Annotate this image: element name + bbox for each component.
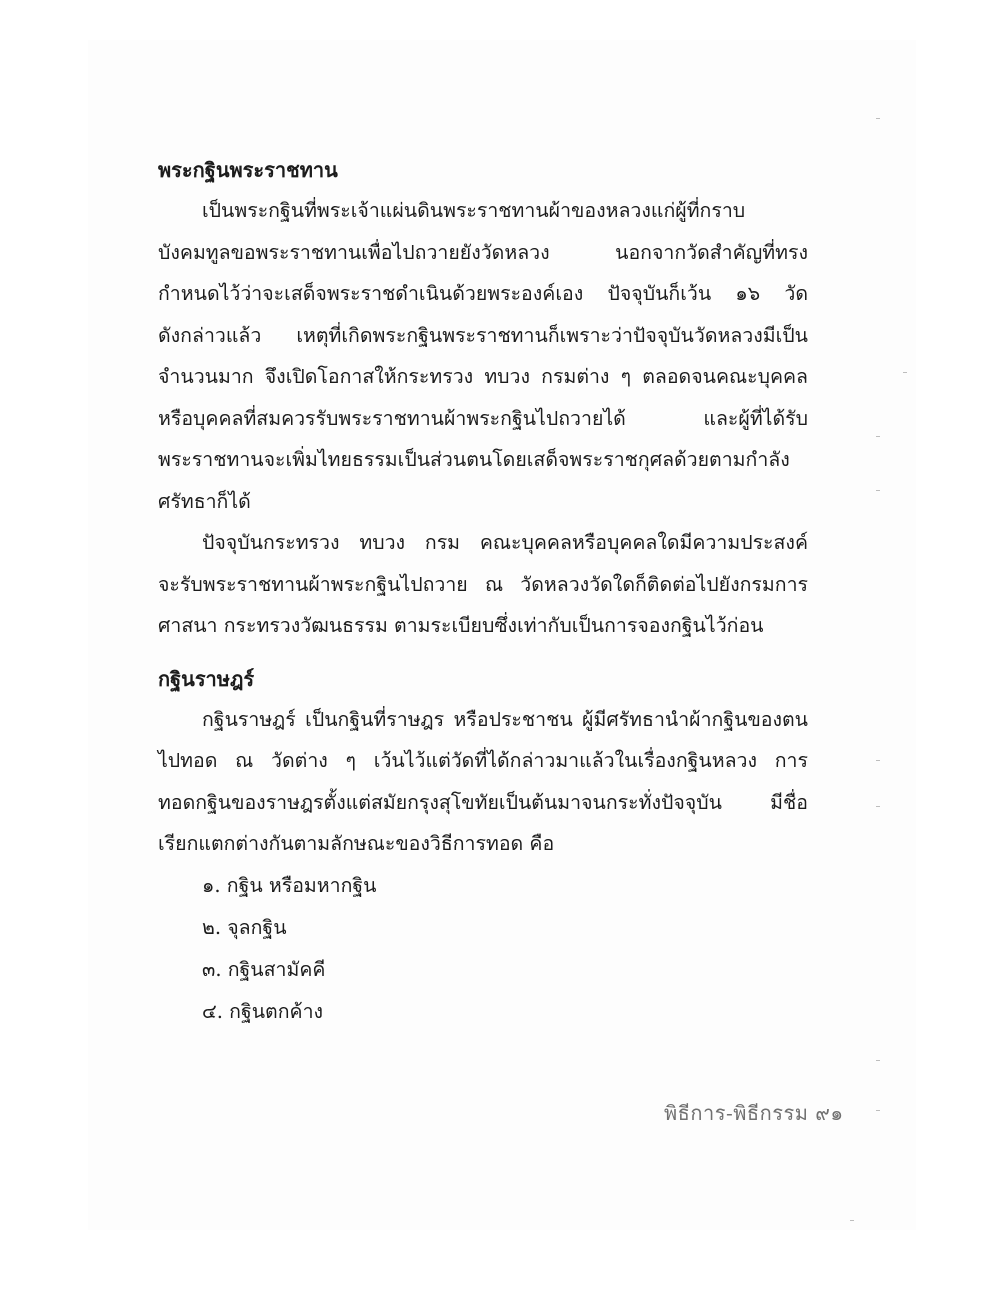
section-heading-royal-kathin: พระกฐินพระราชทาน — [158, 158, 338, 182]
page-footer-label: พิธีการ-พิธีกรรม ๙๑ — [664, 1101, 844, 1125]
text-line: ดังกล่าวแล้ว เหตุที่เกิดพระกฐินพระราชทานก็เพราะว่าปัจจุบันวัดหลวงมีเป็น — [158, 323, 808, 347]
text-line: ศรัทธาก็ได้ — [158, 489, 251, 513]
list-item: ๒. จุลกฐิน — [202, 915, 287, 939]
list-item: ๔. กฐินตกค้าง — [202, 999, 324, 1023]
scan-speck — [876, 1060, 880, 1061]
kathin-types-list — [158, 865, 808, 1033]
text-line: ปัจจุบันกระทรวง ทบวง กรม คณะบุคคลหรือบุคคลใดมีความประสงค์ — [202, 531, 808, 554]
paragraph-royal-kathin-2 — [158, 522, 808, 647]
scan-speck — [876, 118, 880, 119]
scan-speck — [876, 490, 880, 491]
text-line: เรียกแตกต่างกันตามลักษณะของวิธีการทอด คือ — [158, 832, 555, 855]
scan-speck — [876, 436, 880, 437]
text-line: ไปทอด ณ วัดต่าง ๆ เว้นไว้แต่วัดที่ได้กล่าวมาแล้วในเรื่องกฐินหลวง การ — [158, 749, 808, 772]
text-line: กฐินราษฎร์ เป็นกฐินที่ราษฎร หรือประชาชน ผู้มีศรัทธานำผ้ากฐินของตน — [202, 707, 808, 731]
text-line: พระราชทานจะเพิ่มไทยธรรมเป็นส่วนตนโดยเสด็จพระราชกุศลด้วยตามกำลัง — [158, 448, 790, 471]
spacer — [158, 647, 808, 659]
scan-speck — [876, 760, 880, 761]
text-line: กำหนดไว้ว่าจะเสด็จพระราชดำเนินด้วยพระองค์เอง ปัจจุบันก็เว้น ๑๖ วัด — [158, 282, 808, 305]
text-line: บังคมทูลขอพระราชทานเพื่อไปถวายยังวัดหลวง นอกจากวัดสำคัญที่ทรง — [158, 240, 808, 264]
paragraph-people-kathin — [158, 699, 808, 865]
scan-speck — [903, 372, 907, 373]
text-line: เป็นพระกฐินที่พระเจ้าแผ่นดินพระราชทานผ้าของหลวงแก่ผู้ที่กราบ — [202, 199, 746, 222]
text-line: หรือบุคคลที่สมควรรับพระราชทานผ้าพระกฐินไปถวายได้ และผู้ที่ได้รับ — [158, 406, 808, 430]
document-content — [158, 150, 808, 1033]
text-line: จำนวนมาก จึงเปิดโอกาสให้กระทรวง ทบวง กรมต่าง ๆ ตลอดจนคณะบุคคล — [158, 365, 808, 388]
text-line: จะรับพระราชทานผ้าพระกฐินไปถวาย ณ วัดหลวงวัดใดก็ติดต่อไปยังกรมการ — [158, 572, 808, 596]
scan-speck — [850, 1220, 854, 1221]
section-heading-people-kathin: กฐินราษฎร์ — [158, 666, 255, 691]
paragraph-royal-kathin-1 — [158, 190, 808, 522]
list-item: ๓. กฐินสามัคคี — [202, 957, 326, 981]
text-line: ทอดกฐินของราษฎรตั้งแต่สมัยกรุงสุโขทัยเป็นต้นมาจนกระทั่งปัจจุบัน มีชื่อ — [158, 790, 808, 814]
text-line: ศาสนา กระทรวงวัฒนธรรม ตามระเบียบซึ่งเท่ากับเป็นการจองกฐินไว้ก่อน — [158, 614, 764, 637]
scan-speck — [876, 1110, 880, 1111]
list-item: ๑. กฐิน หรือมหากฐิน — [202, 873, 377, 897]
scan-speck — [876, 806, 880, 807]
